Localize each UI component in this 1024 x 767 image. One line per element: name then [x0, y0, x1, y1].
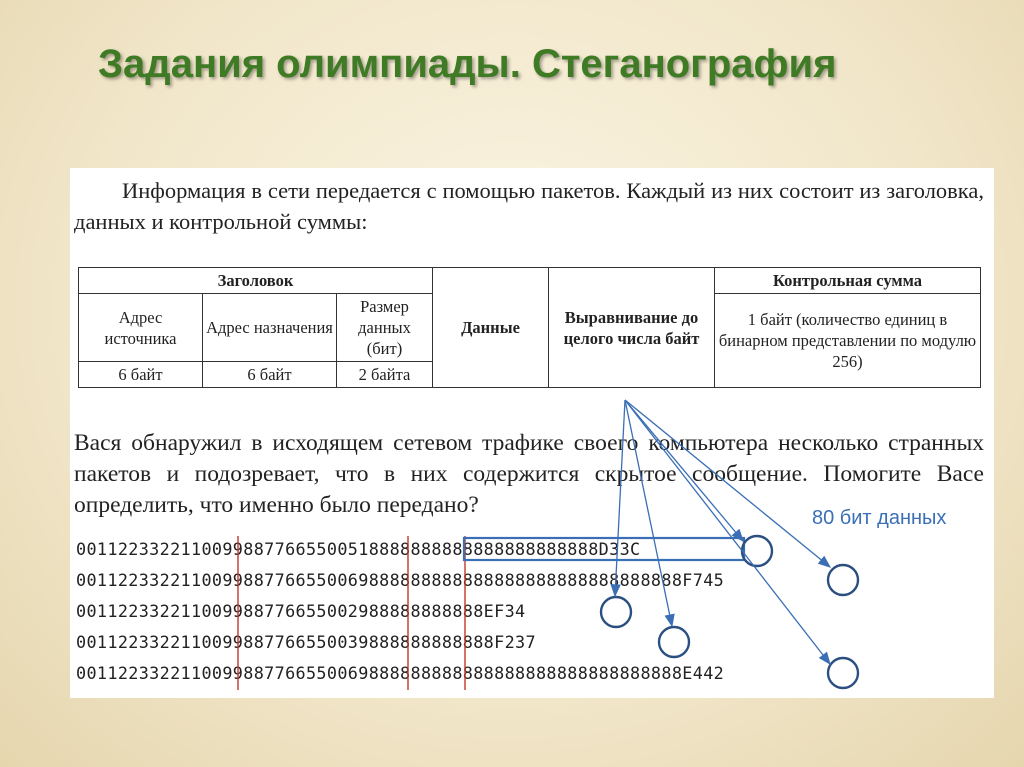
source-address-cell: Адрес источника [79, 294, 203, 362]
source-bytes-cell: 6 байт [79, 362, 203, 388]
data-column-title: Данные [433, 268, 549, 388]
packet-structure-table [78, 267, 981, 388]
packet-line-4: 0011223322110099887766550039888888888888F237 [76, 632, 536, 652]
packet-line-3: 001122332211009988776655002988888888888EF34 [76, 601, 526, 621]
header-column-title: Заголовок [79, 268, 433, 294]
packet-line-1: 00112233221100998877665500518888888888888888888888D33C [76, 539, 641, 559]
packet-line-5: 0011223322110099887766550069888888888888888888888888888888E442 [76, 663, 725, 683]
slide-title: Задания олимпиады. Стеганография [98, 42, 837, 86]
checksum-column-title: Контрольная сумма [715, 268, 981, 294]
checksum-description-cell: 1 байт (количество единиц в бинарном представлении по модулю 256) [715, 294, 981, 388]
packet-line-2: 0011223322110099887766550069888888888888888888888888888888F745 [76, 570, 725, 590]
intro-text: Информация в сети передается с помощью пакетов. Каждый из них состоит из заголовка, данных и контрольной суммы: [74, 178, 984, 234]
size-bytes-cell: 2 байта [337, 362, 433, 388]
data-size-cell: Размер данных (бит) [337, 294, 433, 362]
question-text: Вася обнаружил в исходящем сетевом трафике своего компьютера несколько странных пакетов и подозревает, что в них содержится скрытое сообщение. Помогите Васе определить, что именно было передано? [74, 430, 984, 518]
dest-address-cell: Адрес назначения [203, 294, 337, 362]
data-bits-annotation: 80 бит данных [812, 507, 947, 529]
dest-bytes-cell: 6 байт [203, 362, 337, 388]
alignment-column-title: Выравнивание до целого числа байт [549, 268, 715, 388]
task-panel [70, 168, 994, 698]
